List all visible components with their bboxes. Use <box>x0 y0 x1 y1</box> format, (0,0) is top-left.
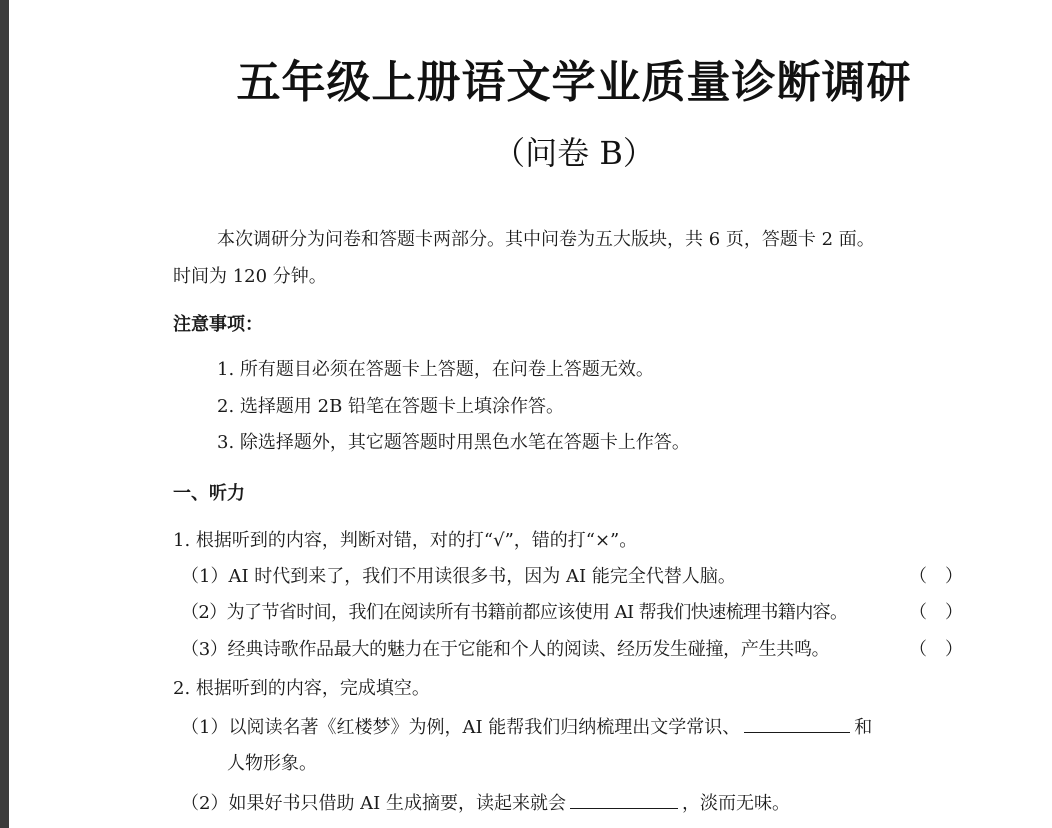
question-1-item-2: （2）为了节省时间，我们在阅读所有书籍前都应该使用 AI 帮我们快速梳理书籍内容。 <box>181 602 848 623</box>
intro-line-1: 本次调研分为问卷和答题卡两部分。其中问卷为五大版块，共 6 页，答题卡 2 面。 <box>217 229 875 250</box>
question-2-item-1-continued: 人物形象。 <box>227 753 317 774</box>
question-2-item-2-text: （2）如果好书只借助 AI 生成摘要，读起来就会 <box>181 793 567 814</box>
page-subtitle: （问卷 B） <box>493 134 655 172</box>
answer-paren: （ ） <box>909 602 963 623</box>
question-2-item-2-tail: ，淡而无味。 <box>682 793 791 814</box>
question-2-item-2 <box>181 790 790 816</box>
question-2-item-1-text: （1）以阅读名著《红楼梦》为例，AI 能帮我们归纳梳理出文学常识、 <box>181 717 741 738</box>
question-2-item-1 <box>181 714 872 740</box>
document-page <box>9 0 1052 828</box>
note-item: 1. 所有题目必须在答题卡上答题，在问卷上答题无效。 <box>217 359 654 380</box>
answer-paren: （ ） <box>909 566 963 587</box>
answer-paren: （ ） <box>909 639 963 660</box>
intro-line-2: 时间为 120 分钟。 <box>173 266 327 287</box>
question-1-item-3: （3）经典诗歌作品最大的魅力在于它能和个人的阅读、经历发生碰撞，产生共鸣。 <box>181 639 830 660</box>
fill-blank <box>744 714 850 733</box>
question-2-prompt: 2. 根据听到的内容，完成填空。 <box>173 678 430 699</box>
question-2-item-1-tail: 和 <box>854 717 873 738</box>
question-1-prompt: 1. 根据听到的内容，判断对错，对的打“√”，错的打“×”。 <box>173 530 638 551</box>
section-heading: 一、听力 <box>173 483 245 504</box>
fill-blank <box>570 790 678 809</box>
notes-heading: 注意事项： <box>173 314 263 335</box>
page-title: 五年级上册语文学业质量诊断调研 <box>236 57 912 108</box>
note-item: 2. 选择题用 2B 铅笔在答题卡上填涂作答。 <box>217 396 565 417</box>
question-1-item-1: （1）AI 时代到来了，我们不用读很多书，因为 AI 能完全代替人脑。 <box>181 566 736 587</box>
note-item: 3. 除选择题外，其它题答题时用黑色水笔在答题卡上作答。 <box>217 432 690 453</box>
